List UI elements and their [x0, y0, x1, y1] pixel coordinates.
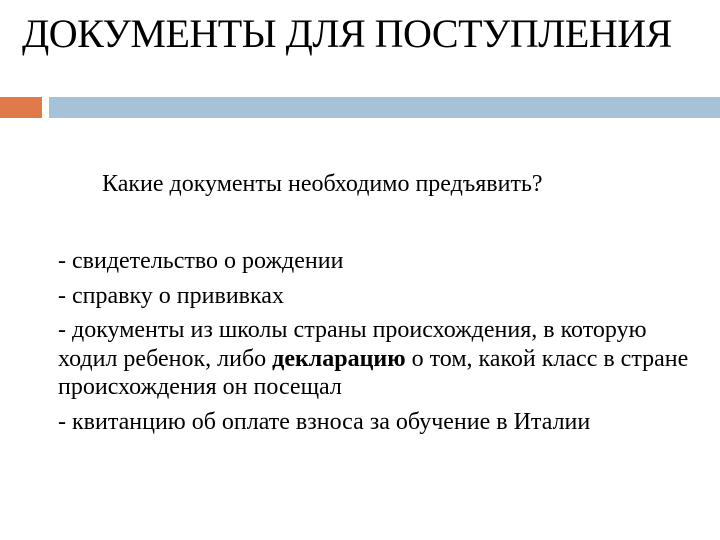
- question-text: Какие документы необходимо предъявить?: [102, 171, 543, 197]
- list-item-school-documents: [58, 316, 698, 402]
- accent-square: [0, 97, 42, 118]
- school-documents-text: - документы из школы страны происхождения, в которую ходил ребенок, либо: [58, 317, 647, 372]
- slide-title: ДОКУМЕНТЫ ДЛЯ ПОСТУПЛЕНИЯ: [22, 11, 672, 56]
- list-item-birth-certificate: - свидетельство о рождении: [58, 248, 344, 274]
- list-item-vaccination-certificate: - справку о прививках: [58, 282, 284, 309]
- document-list: [58, 247, 698, 436]
- list-item-fee-receipt: - квитанцию об оплате взноса за обучение в Италии: [58, 408, 591, 435]
- school-documents-text-end: о том, какой класс в стране происхождения он посещал: [58, 345, 689, 400]
- accent-bar: [49, 97, 720, 118]
- declaration-emphasis: декларацию: [272, 345, 406, 372]
